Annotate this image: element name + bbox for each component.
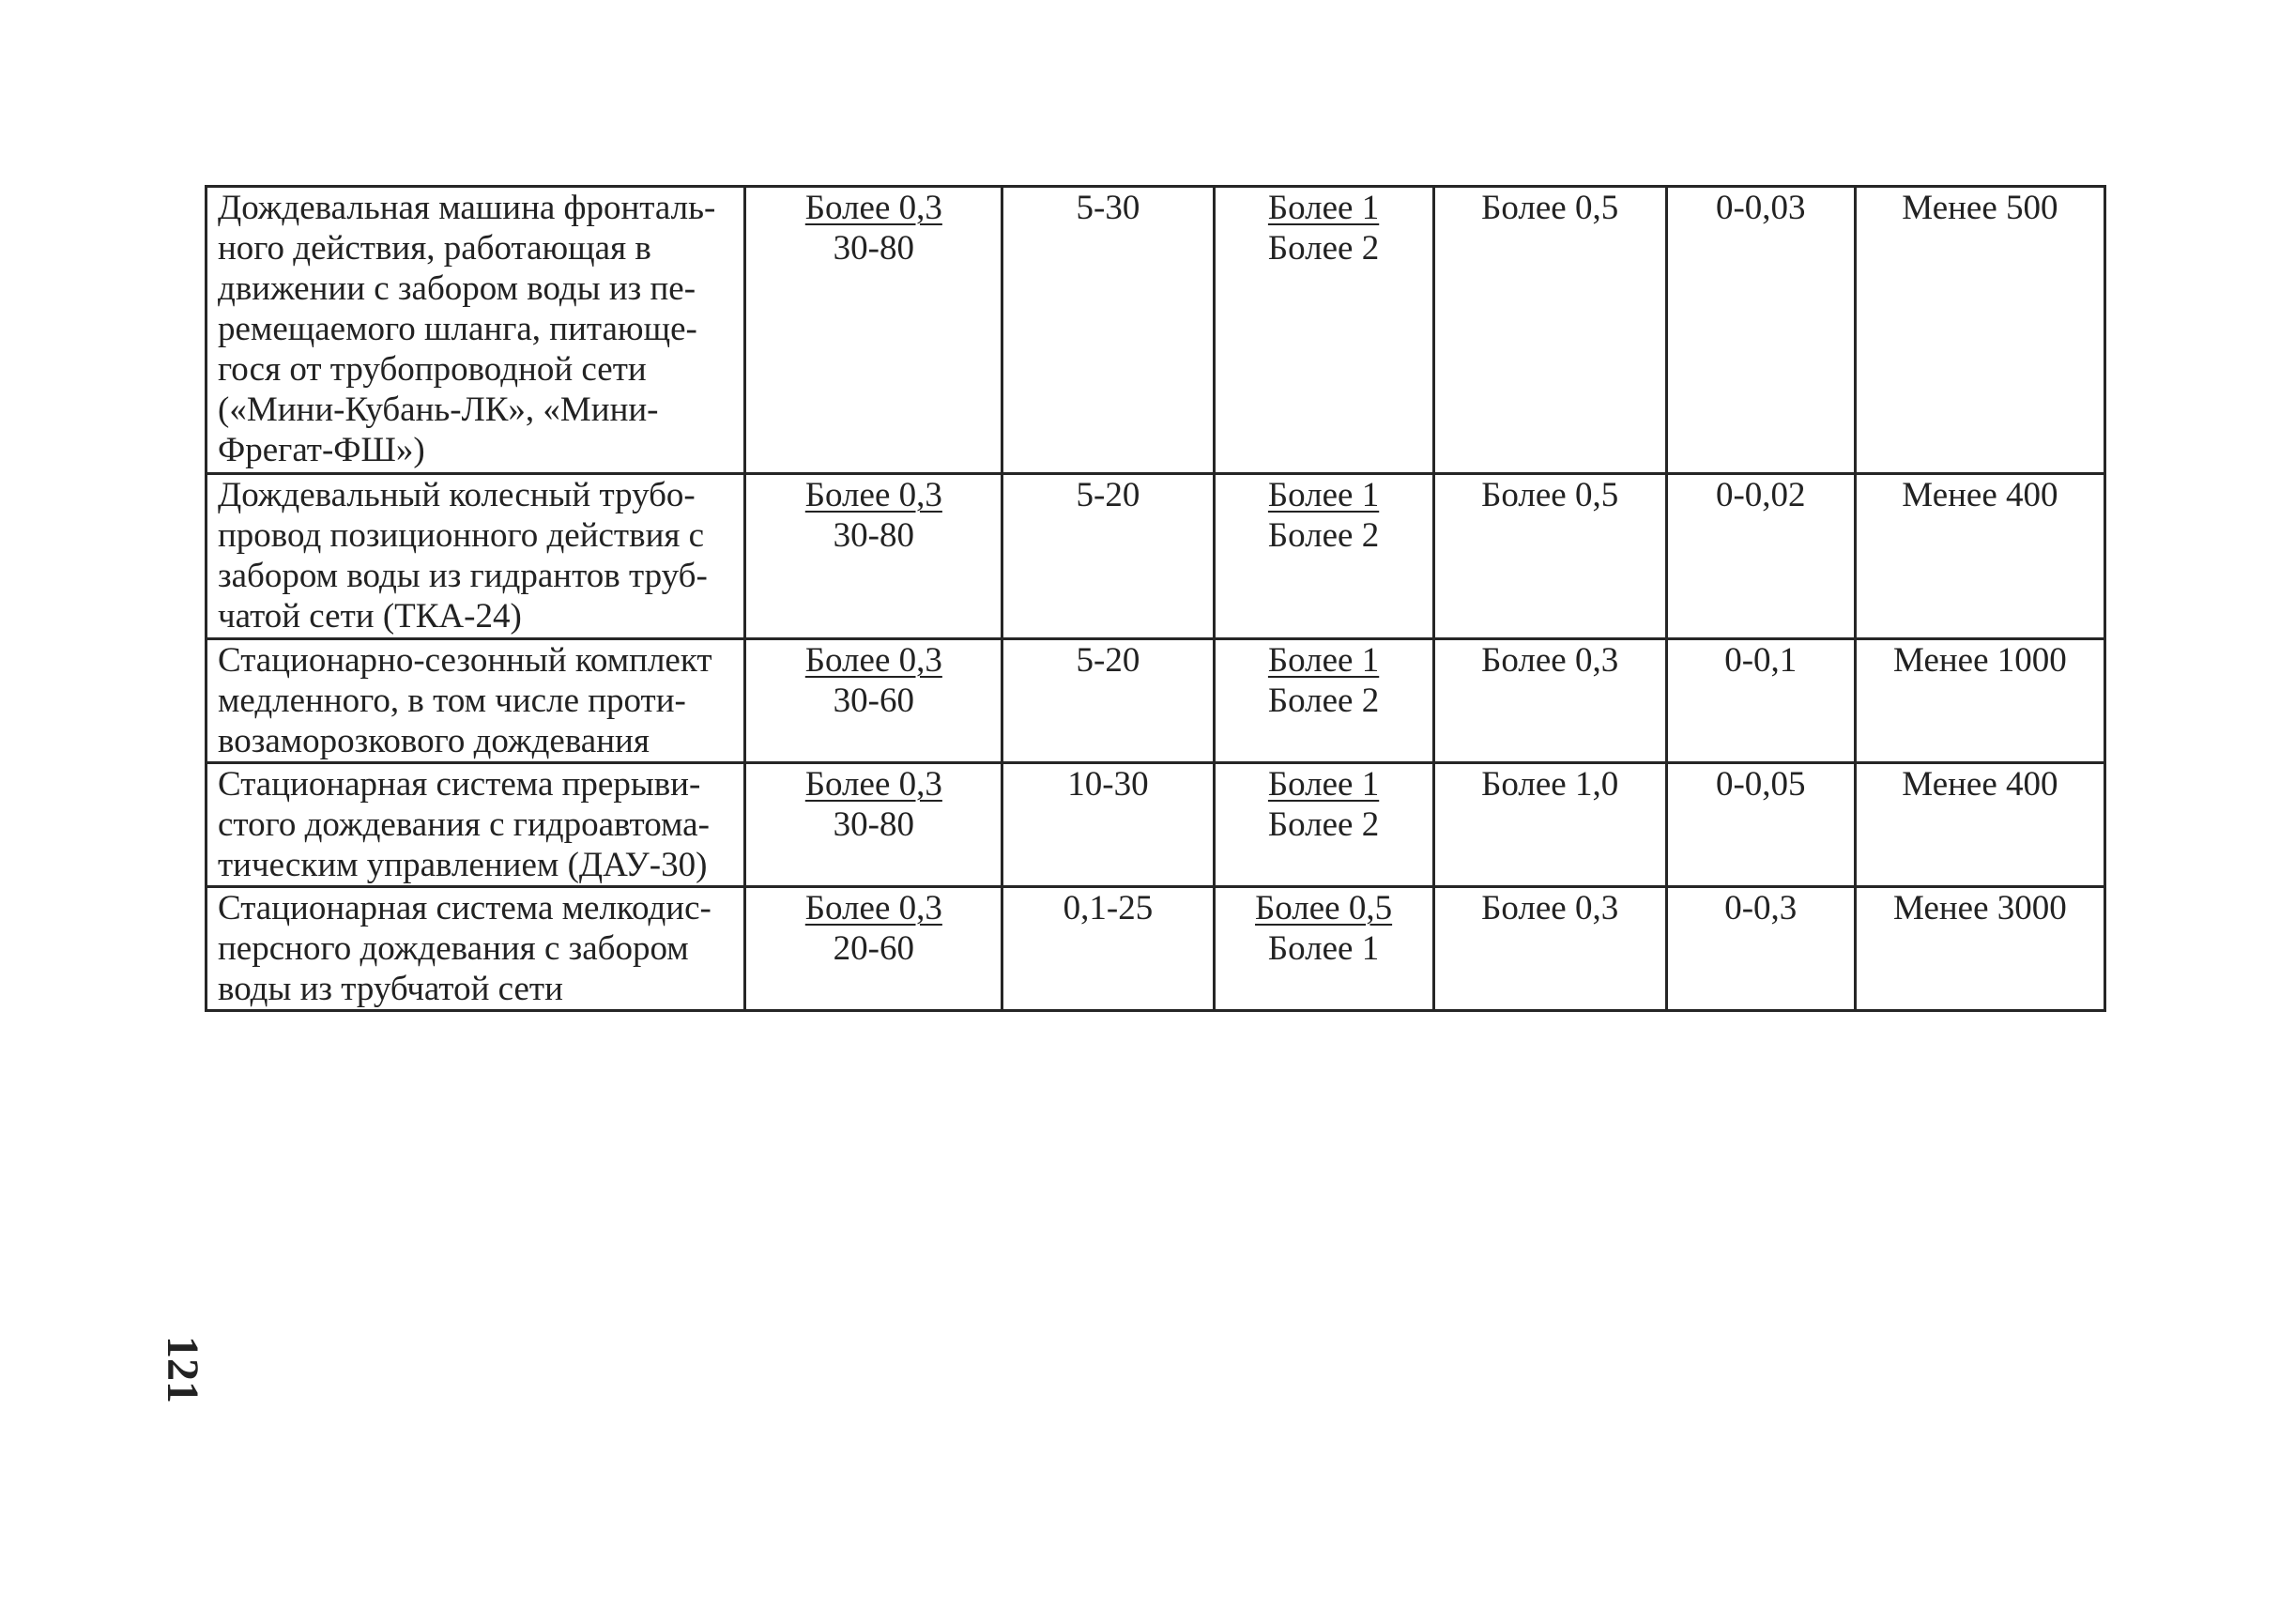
- name-line: Фрегат-ФШ»): [218, 431, 425, 469]
- fraction-cell: [745, 763, 1002, 887]
- fraction-cell: [745, 887, 1002, 1011]
- table-row: [207, 474, 2105, 639]
- value-cell: Менее 400: [1855, 763, 2104, 887]
- value-cell: 0-0,3: [1666, 887, 1855, 1011]
- fraction-numerator: Более 1: [1267, 476, 1380, 514]
- name-line: Дождевальный колесный трубо-: [218, 476, 696, 514]
- page-number: 121: [158, 1336, 207, 1403]
- fraction-denominator: 30-80: [833, 516, 914, 555]
- fraction-cell: [1214, 187, 1433, 474]
- fraction-cell: [745, 187, 1002, 474]
- name-line: Стационарная система мелкодис-: [218, 889, 711, 927]
- table-row: [207, 187, 2105, 474]
- fraction-numerator: Более 1: [1267, 189, 1380, 227]
- value-cell: Менее 500: [1855, 187, 2104, 474]
- value-cell: Более 0,3: [1433, 639, 1666, 763]
- fraction-denominator: Более 2: [1267, 682, 1380, 720]
- fraction-numerator: Более 0,3: [804, 765, 942, 804]
- irrigation-machines-table: [205, 185, 2106, 1012]
- value-cell: Более 0,5: [1433, 187, 1666, 474]
- value-cell: 0-0,1: [1666, 639, 1855, 763]
- fraction-denominator: Более 2: [1267, 229, 1380, 268]
- name-line: забором воды из гидрантов труб-: [218, 557, 708, 595]
- machine-name-cell: [207, 763, 745, 887]
- fraction-numerator: Более 0,5: [1255, 889, 1393, 927]
- value-cell: 0-0,03: [1666, 187, 1855, 474]
- fraction-cell: [1214, 887, 1433, 1011]
- name-line: возаморозкового дождевания: [218, 722, 650, 760]
- value-cell: Менее 3000: [1855, 887, 2104, 1011]
- fraction-denominator: 30-60: [833, 682, 914, 720]
- machine-name-cell: [207, 187, 745, 474]
- range-cell: 10-30: [1002, 763, 1214, 887]
- machine-name-cell: [207, 474, 745, 639]
- range-cell: 5-30: [1002, 187, 1214, 474]
- name-line: Стационарно-сезонный комплект: [218, 641, 712, 680]
- fraction-denominator: Более 2: [1267, 805, 1380, 844]
- fraction-numerator: Более 1: [1267, 765, 1380, 804]
- value-cell: Менее 400: [1855, 474, 2104, 639]
- fraction-numerator: Более 0,3: [804, 476, 942, 514]
- table-row: [207, 887, 2105, 1011]
- name-line: ремещаемого шланга, питающе-: [218, 310, 697, 348]
- name-line: Стационарная система прерыви-: [218, 765, 701, 804]
- value-cell: Более 0,3: [1433, 887, 1666, 1011]
- name-line: гося от трубопроводной сети: [218, 350, 647, 389]
- value-cell: 0-0,02: [1666, 474, 1855, 639]
- fraction-cell: [745, 639, 1002, 763]
- table-row: [207, 763, 2105, 887]
- fraction-cell: [1214, 763, 1433, 887]
- fraction-denominator: Более 1: [1267, 929, 1380, 968]
- machine-name-cell: [207, 887, 745, 1011]
- name-line: ного действия, работающая в: [218, 229, 651, 268]
- value-cell: Более 0,5: [1433, 474, 1666, 639]
- name-line: («Мини-Кубань-ЛК», «Мини-: [218, 391, 659, 429]
- table-row: [207, 639, 2105, 763]
- name-line: Дождевальная машина фронталь-: [218, 189, 716, 227]
- value-cell: 0-0,05: [1666, 763, 1855, 887]
- fraction-cell: [745, 474, 1002, 639]
- value-cell: Более 1,0: [1433, 763, 1666, 887]
- name-line: персного дождевания с забором: [218, 929, 689, 968]
- name-line: воды из трубчатой сети: [218, 970, 563, 1008]
- fraction-numerator: Более 0,3: [804, 641, 942, 680]
- range-cell: 5-20: [1002, 639, 1214, 763]
- machine-name-cell: [207, 639, 745, 763]
- name-line: медленного, в том числе проти-: [218, 682, 686, 720]
- name-line: стого дождевания с гидроавтома-: [218, 805, 710, 844]
- fraction-numerator: Более 0,3: [804, 189, 942, 227]
- fraction-denominator: Более 2: [1267, 516, 1380, 555]
- fraction-denominator: 20-60: [833, 929, 914, 968]
- range-cell: 0,1-25: [1002, 887, 1214, 1011]
- fraction-cell: [1214, 474, 1433, 639]
- fraction-cell: [1214, 639, 1433, 763]
- name-line: тическим управлением (ДАУ-30): [218, 846, 708, 884]
- name-line: движении с забором воды из пе-: [218, 269, 696, 308]
- fraction-denominator: 30-80: [833, 229, 914, 268]
- fraction-numerator: Более 1: [1267, 641, 1380, 680]
- fraction-numerator: Более 0,3: [804, 889, 942, 927]
- name-line: провод позиционного действия с: [218, 516, 705, 555]
- fraction-denominator: 30-80: [833, 805, 914, 844]
- name-line: чатой сети (ТКА-24): [218, 597, 522, 636]
- range-cell: 5-20: [1002, 474, 1214, 639]
- value-cell: Менее 1000: [1855, 639, 2104, 763]
